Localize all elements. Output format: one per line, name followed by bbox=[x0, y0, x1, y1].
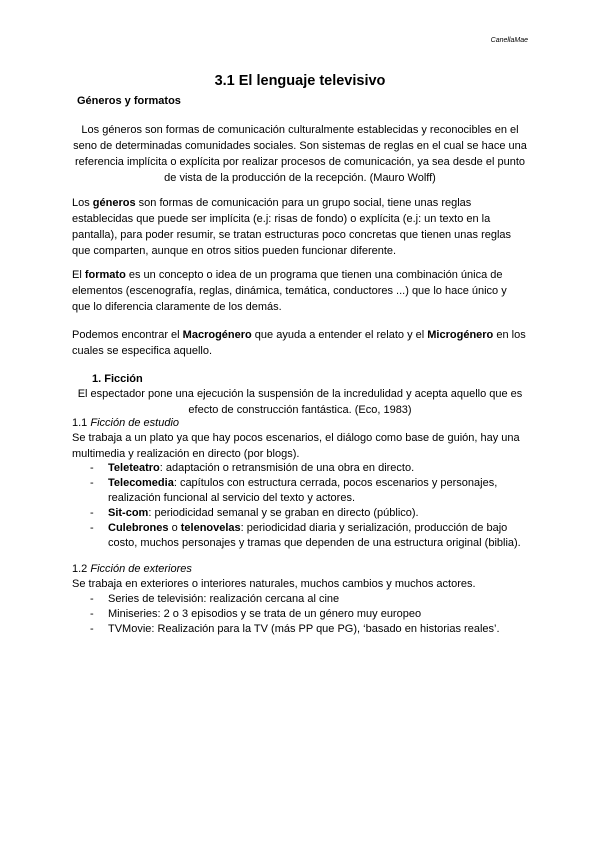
list-item: - Series de televisión: realización cercana al cine bbox=[72, 592, 528, 607]
ficcion-estudio-list bbox=[72, 461, 528, 551]
paragraph-macrogenero: Podemos encontrar el Macrogénero que ayuda a entender el relato y el Microgénero en los cuales se especifica aquello. bbox=[72, 329, 526, 357]
author-header: CanellaMae bbox=[490, 37, 528, 44]
list-item: - TVMovie: Realización para la TV (más PP que PG), ‘basado en historias reales’. bbox=[72, 622, 528, 637]
paragraph-formato: El formato es un concepto o idea de un programa que tienen una combinación única de elementos (escenografía, reglas, dinámica, temática, conductores ...) que lo hace único y que lo diferencia claramente de los demás. bbox=[72, 269, 507, 313]
section-ficcion-heading: 1. Ficción bbox=[92, 373, 143, 385]
term-generos: géneros bbox=[92, 197, 136, 209]
list-item: - Teleteatro: adaptación o retransmisión de una obra en directo. bbox=[72, 461, 528, 476]
list-item: - Culebrones o telenovelas: periodicidad diaria y serialización, producción de bajo costo, muchos personajes y tramas que dependen de una estructura original (biblia). bbox=[72, 521, 528, 551]
term-macrogenero: Macrogénero bbox=[182, 329, 252, 341]
list-item: - Sit-com: periodicidad semanal y se graban en directo (público). bbox=[72, 506, 528, 521]
page-title: 3.1 El lenguaje televisivo bbox=[214, 73, 386, 89]
paragraph-generos: Los géneros son formas de comunicación para un grupo social, tiene unas reglas establecidas que puede ser implícita (e.j: risas de fondo) o explícita (e.j: un texto en la pantalla), para poder resumir, se tratan estructuras poco concretas que tienen unas reglas que comparten, aunque en otros sitios pueden funcionar diferente. bbox=[72, 197, 512, 257]
ficcion-quote: El espectador pone una ejecución la suspensión de la incredulidad y acepta aquello que es efecto de construcción fantástica. (Eco, 1983) bbox=[77, 388, 523, 416]
list-item: - Miniseries: 2 o 3 episodios y se trata de un género muy europeo bbox=[72, 607, 528, 622]
ficcion-exteriores-text: Se trabaja en exteriores o interiores naturales, muchos cambios y muchos actores. bbox=[72, 578, 476, 590]
list-item: - Telecomedia: capítulos con estructura cerrada, pocos escenarios y personajes, realización funcional al servicio del texto y actores. bbox=[72, 476, 528, 506]
definition-quote: Los géneros son formas de comunicación culturalmente establecidas y reconocibles en el seno de determinadas comunidades sociales. Son sistemas de reglas en el cual se hace una referencia implícita o explícita por realizar procesos de comunicación, ya sea desde el punto de vista de la producción de la recepción. (Mauro Wolff) bbox=[73, 124, 527, 184]
section-subtitle: Géneros y formatos bbox=[77, 95, 181, 107]
ficcion-exteriores-list bbox=[72, 592, 528, 637]
subsection-ficcion-estudio: 1.1 Ficción de estudio bbox=[72, 417, 180, 429]
term-microgenero: Microgénero bbox=[427, 329, 494, 341]
ficcion-estudio-text: Se trabaja a un plato ya que hay pocos escenarios, el diálogo como base de guión, hay una multimedia y realización en directo (por blogs). bbox=[72, 432, 520, 460]
term-formato: formato bbox=[84, 269, 126, 281]
subsection-ficcion-exteriores: 1.2 Ficción de exteriores bbox=[72, 563, 192, 575]
